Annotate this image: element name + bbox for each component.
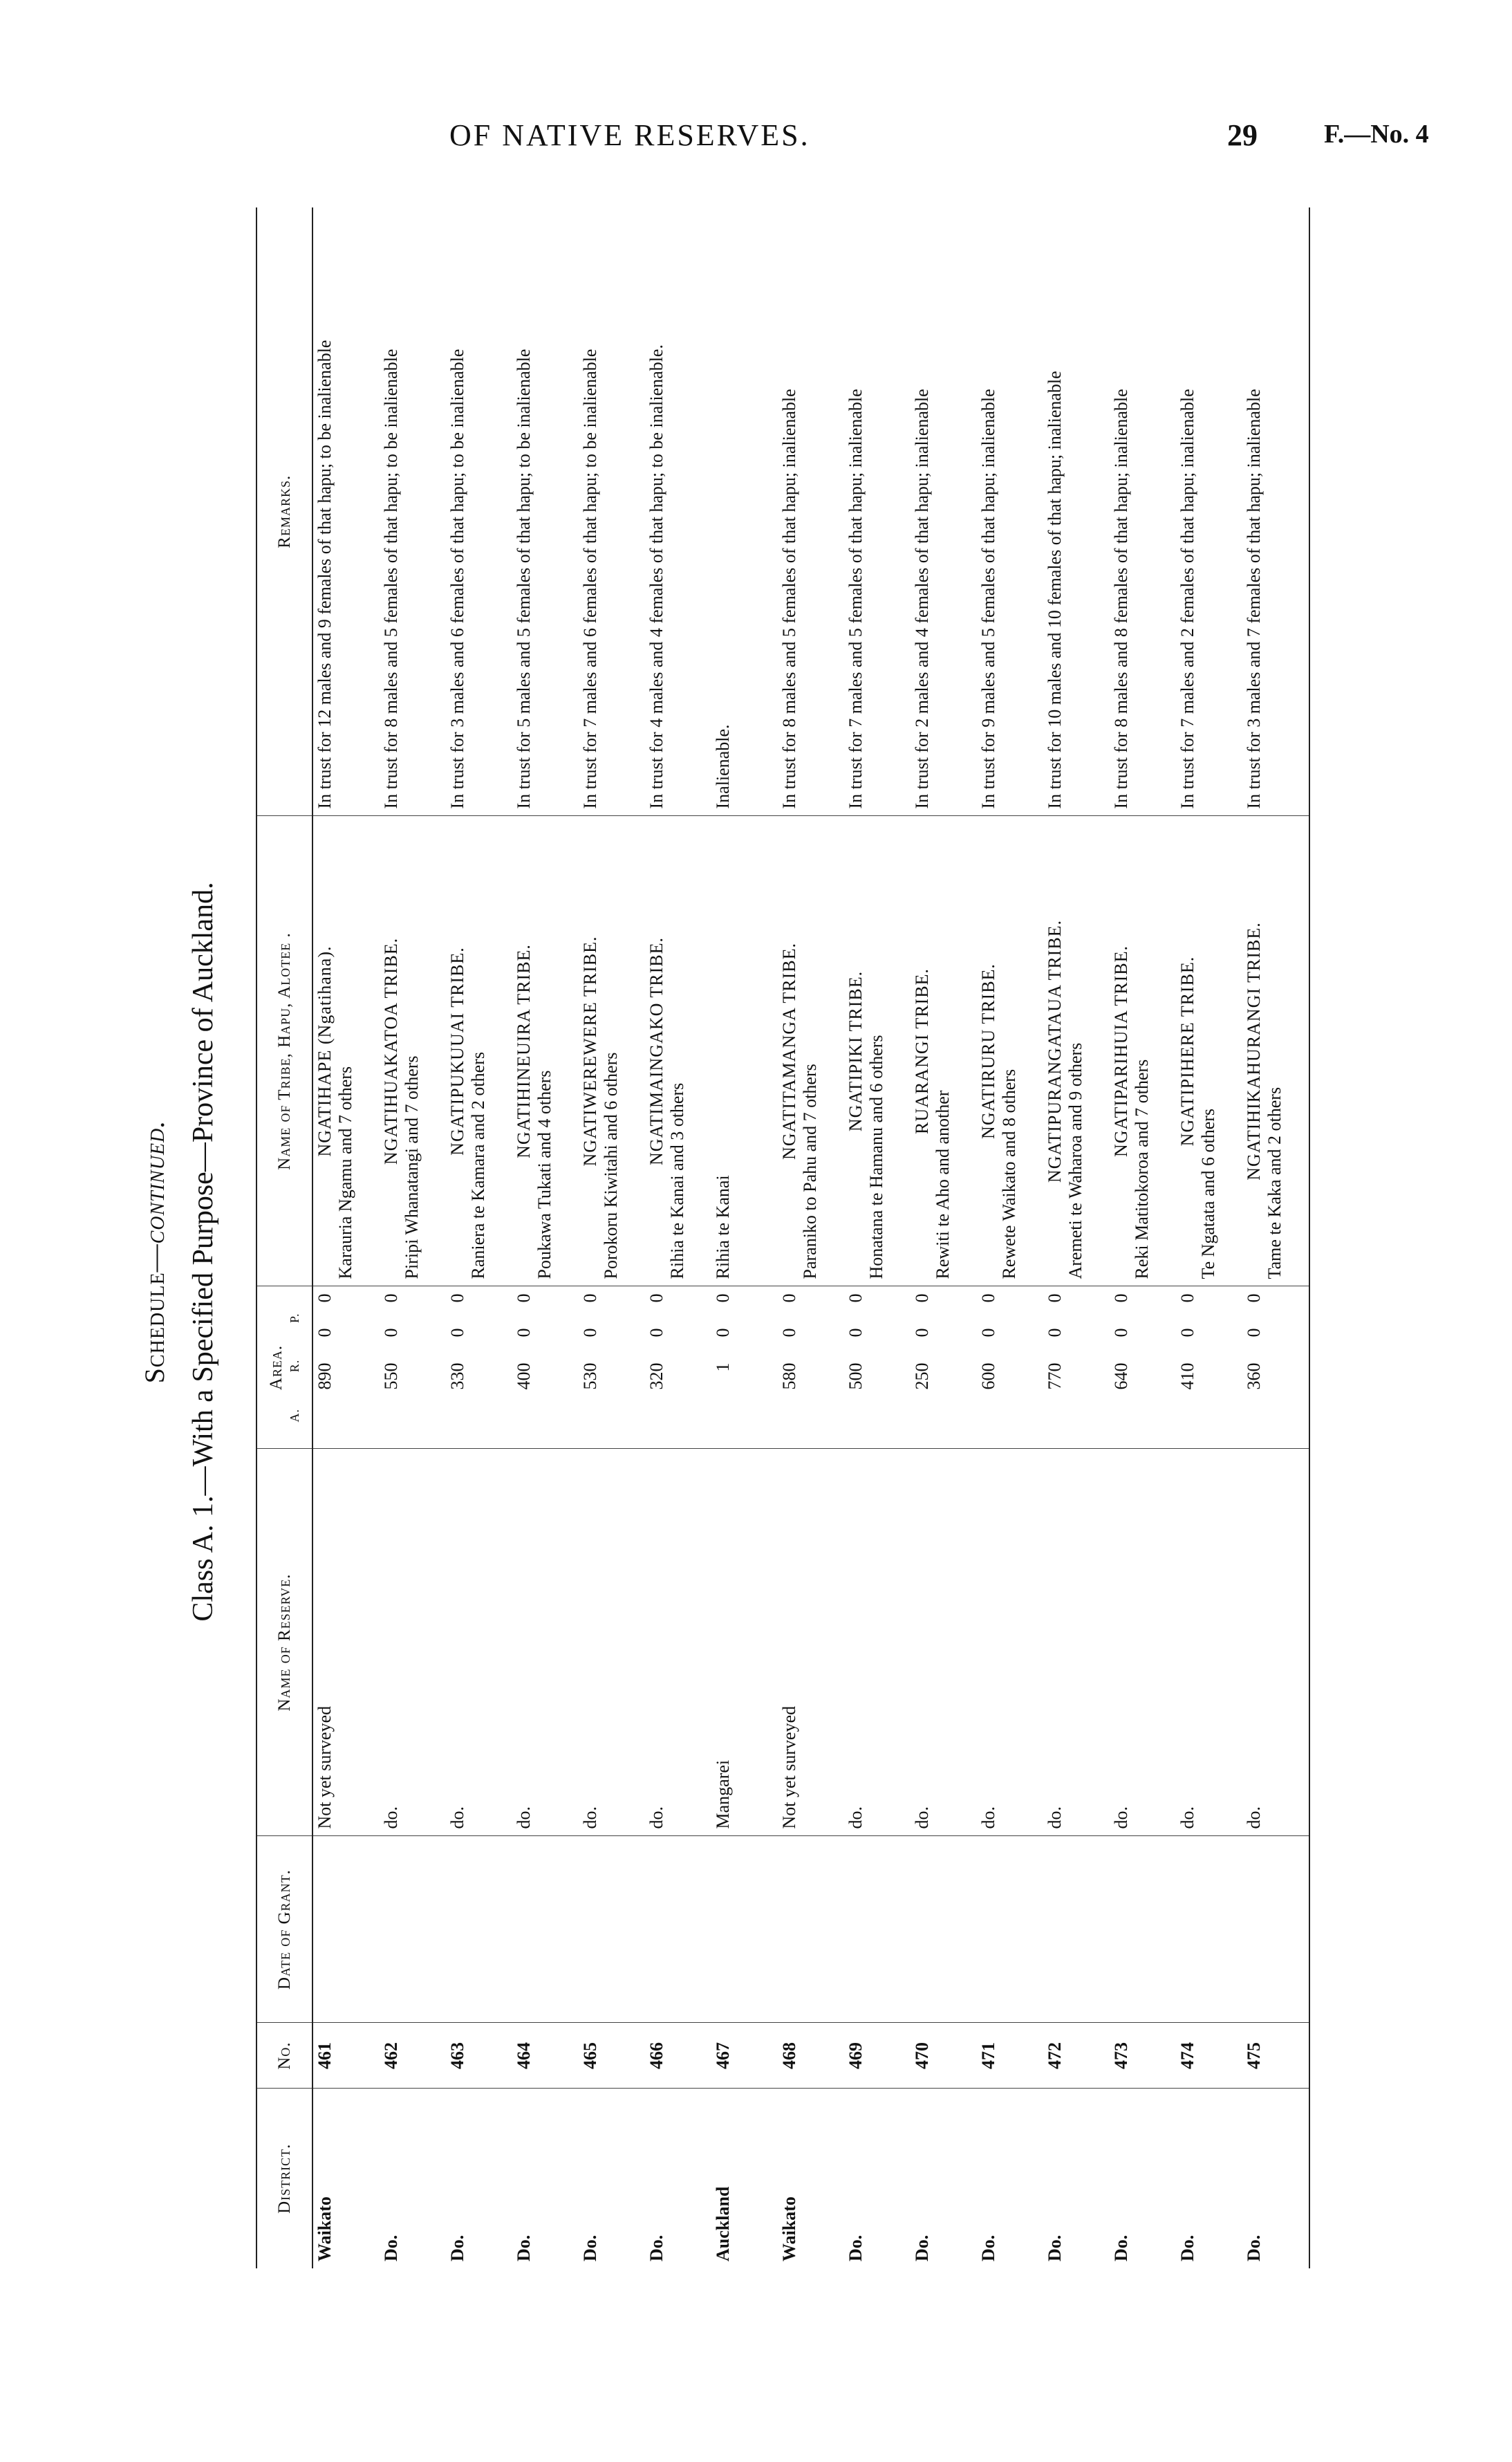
reserve-name: do. xyxy=(912,1806,932,1829)
reserve-number: 464 xyxy=(514,2042,534,2069)
area-acres: 550 xyxy=(381,1362,401,1390)
area-roods: 0 xyxy=(1045,1328,1065,1338)
area-perches: 0 xyxy=(779,1293,799,1303)
reserve-name: do. xyxy=(1045,1806,1065,1829)
remarks-text: In trust for 9 males and 5 females of that hapu; inalienable xyxy=(978,389,998,809)
district-text: Do. xyxy=(447,2234,467,2261)
district-text: Do. xyxy=(1111,2234,1131,2261)
cell-remarks xyxy=(844,207,911,816)
remarks-text: In trust for 8 males and 5 females of that hapu; to be inalienable xyxy=(381,349,401,809)
hapu-alotee: Rewiti te Aho and another xyxy=(933,1090,953,1279)
district-text: Do. xyxy=(978,2234,998,2261)
reserve-name: do. xyxy=(1244,1806,1264,1829)
reserve-name: do. xyxy=(580,1806,600,1829)
area-perches: 0 xyxy=(1045,1293,1065,1303)
cell-date-of-grant xyxy=(645,1836,711,2023)
table-row xyxy=(1043,207,1110,2268)
cell-tribe-hapu xyxy=(1110,816,1176,1286)
table-row xyxy=(711,207,778,2268)
area-roods: 0 xyxy=(381,1328,401,1338)
cell-area xyxy=(1110,1286,1176,1449)
reserve-name: do. xyxy=(846,1806,866,1829)
cell-date-of-grant xyxy=(446,1836,512,2023)
table-row xyxy=(844,207,911,2268)
area-roods: 0 xyxy=(1111,1328,1131,1338)
hapu-alotee: Rihia te Kanai xyxy=(713,1175,733,1279)
area-acres: 410 xyxy=(1177,1362,1197,1390)
area-roods: 0 xyxy=(1244,1328,1264,1338)
reserve-name: Mangarei xyxy=(713,1759,733,1829)
tribe-name: NGATIPUKUUAI TRIBE. xyxy=(447,947,467,1156)
area-roods: 0 xyxy=(447,1328,467,1338)
cell-remarks xyxy=(1242,207,1309,816)
remarks-text: In trust for 4 males and 4 females of that hapu; to be inalienable. xyxy=(646,344,666,809)
cell-no xyxy=(711,2023,778,2089)
cell-date-of-grant xyxy=(1242,1836,1309,2023)
area-roods: 0 xyxy=(978,1328,998,1338)
header-tribe-hapu: Name of Tribe, Hapu, Alotee . xyxy=(256,816,312,1286)
cell-name-of-reserve xyxy=(645,1449,711,1836)
cell-area xyxy=(977,1286,1043,1449)
district-text: Do. xyxy=(846,2234,866,2261)
table-row xyxy=(380,207,446,2268)
area-unit-acres: A. xyxy=(288,1409,301,1423)
cell-date-of-grant xyxy=(1110,1836,1176,2023)
table-row xyxy=(1176,207,1242,2268)
header-area xyxy=(256,1286,312,1449)
cell-date-of-grant xyxy=(380,1836,446,2023)
reserve-number: 466 xyxy=(646,2042,666,2069)
cell-name-of-reserve xyxy=(312,1449,380,1836)
cell-remarks xyxy=(579,207,645,816)
tribe-name: NGATIPIHERE TRIBE. xyxy=(1177,956,1197,1147)
district-text: Do. xyxy=(646,2234,666,2261)
cell-area xyxy=(1176,1286,1242,1449)
reserve-number: 469 xyxy=(846,2042,866,2069)
remarks-text: In trust for 3 males and 7 females of that hapu; inalienable xyxy=(1244,389,1264,809)
cell-area xyxy=(778,1286,844,1449)
cell-tribe-hapu xyxy=(512,816,579,1286)
cell-remarks xyxy=(977,207,1043,816)
district-text: Do. xyxy=(580,2234,600,2261)
area-perches: 0 xyxy=(646,1293,666,1303)
reserve-name: Not yet surveyed xyxy=(315,1705,335,1829)
page-header xyxy=(0,118,1512,159)
cell-date-of-grant xyxy=(1043,1836,1110,2023)
cell-area xyxy=(312,1286,380,1449)
cell-area xyxy=(645,1286,711,1449)
remarks-text: In trust for 2 males and 4 females of that hapu; inalienable xyxy=(912,389,932,809)
cell-remarks xyxy=(1110,207,1176,816)
hapu-alotee: Te Ngatata and 6 others xyxy=(1198,1108,1218,1279)
remarks-text: Inalienable. xyxy=(713,724,733,809)
rotated-schedule xyxy=(138,180,1314,2324)
area-roods: 0 xyxy=(846,1328,866,1338)
table-row xyxy=(512,207,579,2268)
cell-tribe-hapu xyxy=(711,816,778,1286)
cell-tribe-hapu xyxy=(1242,816,1309,1286)
tribe-name: NGATIWEREWERE TRIBE. xyxy=(580,936,600,1167)
area-roods: 0 xyxy=(315,1328,335,1338)
reserve-name: do. xyxy=(1177,1806,1197,1829)
area-acres: 360 xyxy=(1244,1362,1264,1390)
cell-area xyxy=(579,1286,645,1449)
cell-tribe-hapu xyxy=(1176,816,1242,1286)
header-remarks: Remarks. xyxy=(256,207,312,816)
area-perches: 0 xyxy=(978,1293,998,1303)
cell-no xyxy=(844,2023,911,2089)
cell-tribe-hapu xyxy=(446,816,512,1286)
area-perches: 0 xyxy=(1111,1293,1131,1303)
cell-remarks xyxy=(911,207,977,816)
cell-date-of-grant xyxy=(579,1836,645,2023)
area-perches: 0 xyxy=(846,1293,866,1303)
reserves-table xyxy=(256,207,1310,2268)
reserve-number: 475 xyxy=(1244,2042,1264,2069)
header-district: District. xyxy=(256,2089,312,2268)
cell-remarks xyxy=(380,207,446,816)
area-perches: 0 xyxy=(1244,1293,1264,1303)
hapu-alotee: Reki Matitokoroa and 7 others xyxy=(1132,1059,1152,1279)
area-acres: 530 xyxy=(580,1362,600,1390)
document-reference: F.—No. 4 xyxy=(1324,120,1429,149)
reserve-number: 463 xyxy=(447,2042,467,2069)
cell-district xyxy=(711,2089,778,2268)
area-roods: 0 xyxy=(514,1328,534,1338)
cell-tribe-hapu xyxy=(778,816,844,1286)
area-acres: 640 xyxy=(1111,1362,1131,1390)
area-roods: 0 xyxy=(912,1328,932,1338)
header-date-of-grant: Date of Grant. xyxy=(256,1836,312,2023)
remarks-text: In trust for 7 males and 5 females of that hapu; inalienable xyxy=(846,389,866,809)
cell-district xyxy=(778,2089,844,2268)
schedule-label: Schedule— xyxy=(139,1243,170,1384)
reserve-name: do. xyxy=(514,1806,534,1829)
cell-district xyxy=(1110,2089,1176,2268)
tribe-name: NGATIMAINGAKO TRIBE. xyxy=(646,936,666,1166)
area-roods: 0 xyxy=(1177,1328,1197,1338)
district-text: Do. xyxy=(1177,2234,1197,2261)
cell-area xyxy=(446,1286,512,1449)
area-perches: 0 xyxy=(713,1293,733,1303)
cell-name-of-reserve xyxy=(977,1449,1043,1836)
cell-date-of-grant xyxy=(778,1836,844,2023)
cell-remarks xyxy=(711,207,778,816)
area-acres: 580 xyxy=(779,1362,799,1390)
cell-tribe-hapu xyxy=(977,816,1043,1286)
hapu-alotee: Poukawa Tukati and 4 others xyxy=(534,1070,554,1279)
cell-date-of-grant xyxy=(844,1836,911,2023)
area-perches: 0 xyxy=(315,1293,335,1303)
cell-remarks xyxy=(1043,207,1110,816)
cell-name-of-reserve xyxy=(579,1449,645,1836)
cell-no xyxy=(380,2023,446,2089)
hapu-alotee: Porokoru Kiwitahi and 6 others xyxy=(601,1052,621,1279)
cell-area xyxy=(911,1286,977,1449)
area-roods: 0 xyxy=(713,1328,733,1338)
tribe-name: NGATITAMANGA TRIBE. xyxy=(779,943,799,1160)
cell-district xyxy=(512,2089,579,2268)
cell-name-of-reserve xyxy=(778,1449,844,1836)
area-acres: 400 xyxy=(514,1362,534,1390)
remarks-text: In trust for 8 males and 8 females of that hapu; inalienable xyxy=(1111,389,1131,809)
remarks-text: In trust for 7 males and 6 females of that hapu; to be inalienable xyxy=(580,349,600,809)
cell-name-of-reserve xyxy=(1176,1449,1242,1836)
reserve-number: 461 xyxy=(315,2042,335,2069)
area-acres: 330 xyxy=(447,1362,467,1390)
hapu-alotee: Karauria Ngamu and 7 others xyxy=(335,1066,355,1279)
tribe-name: NGATIPIKI TRIBE. xyxy=(846,970,866,1132)
cell-no xyxy=(1242,2023,1309,2089)
area-perches: 0 xyxy=(912,1293,932,1303)
cell-no xyxy=(977,2023,1043,2089)
reserve-name: do. xyxy=(447,1806,467,1829)
cell-district xyxy=(1242,2089,1309,2268)
cell-no xyxy=(1110,2023,1176,2089)
cell-no xyxy=(312,2023,380,2089)
area-acres: 250 xyxy=(912,1362,932,1390)
area-acres: 320 xyxy=(646,1362,666,1390)
cell-date-of-grant xyxy=(1176,1836,1242,2023)
cell-district xyxy=(645,2089,711,2268)
cell-date-of-grant xyxy=(312,1836,380,2023)
cell-date-of-grant xyxy=(977,1836,1043,2023)
cell-remarks xyxy=(1176,207,1242,816)
reserve-name: do. xyxy=(646,1806,666,1829)
cell-tribe-hapu xyxy=(579,816,645,1286)
hapu-alotee: Aremeti te Waharoa and 9 others xyxy=(1065,1042,1085,1279)
cell-tribe-hapu xyxy=(911,816,977,1286)
reserve-name: do. xyxy=(381,1806,401,1829)
cell-district xyxy=(844,2089,911,2268)
cell-no xyxy=(911,2023,977,2089)
table-row xyxy=(579,207,645,2268)
area-roods: 0 xyxy=(646,1328,666,1338)
cell-district xyxy=(977,2089,1043,2268)
cell-district xyxy=(911,2089,977,2268)
header-area-label: Area. xyxy=(267,1344,286,1391)
hapu-alotee: Rewete Waikato and 8 others xyxy=(999,1068,1019,1279)
tribe-name: RUARANGI TRIBE. xyxy=(912,968,932,1134)
cell-tribe-hapu xyxy=(312,816,380,1286)
cell-area xyxy=(512,1286,579,1449)
page-number: 29 xyxy=(1227,118,1258,152)
remarks-text: In trust for 5 males and 5 females of that hapu; to be inalienable xyxy=(514,349,534,809)
remarks-text: In trust for 8 males and 5 females of that hapu; inalienable xyxy=(779,389,799,809)
reserve-number: 470 xyxy=(912,2042,932,2069)
remarks-text: In trust for 7 males and 2 females of that hapu; inalienable xyxy=(1177,389,1197,809)
reserve-number: 465 xyxy=(580,2042,600,2069)
district-text: Do. xyxy=(514,2234,534,2261)
reserve-number: 472 xyxy=(1045,2042,1065,2069)
cell-name-of-reserve xyxy=(1043,1449,1110,1836)
tribe-name: NGATIPARIHUIA TRIBE. xyxy=(1111,945,1131,1158)
cell-no xyxy=(579,2023,645,2089)
reserve-number: 462 xyxy=(381,2042,401,2069)
cell-name-of-reserve xyxy=(446,1449,512,1836)
tribe-name: NGATIHAPE (Ngatihana). xyxy=(315,945,335,1157)
hapu-alotee: Tame te Kaka and 2 others xyxy=(1264,1086,1285,1279)
cell-tribe-hapu xyxy=(380,816,446,1286)
cell-district xyxy=(1176,2089,1242,2268)
area-roods: 0 xyxy=(580,1328,600,1338)
cell-remarks xyxy=(778,207,844,816)
class-caption: Class A. 1.—With a Specified Purpose—Province of Auckland. xyxy=(187,882,219,1622)
area-perches: 0 xyxy=(381,1293,401,1303)
reserve-number: 471 xyxy=(978,2042,998,2069)
tribe-name: NGATIPURANGATAUA TRIBE. xyxy=(1045,919,1065,1183)
cell-name-of-reserve xyxy=(1242,1449,1309,1836)
area-perches: 0 xyxy=(580,1293,600,1303)
table-header-row xyxy=(256,207,312,2268)
cell-area xyxy=(844,1286,911,1449)
reserve-name: do. xyxy=(978,1806,998,1829)
cell-name-of-reserve xyxy=(844,1449,911,1836)
remarks-text: In trust for 10 males and 10 females of that hapu; inalienable xyxy=(1045,371,1065,809)
hapu-alotee: Piripi Whanatangi and 7 others xyxy=(402,1055,422,1279)
area-acres: 600 xyxy=(978,1362,998,1390)
table-row xyxy=(778,207,844,2268)
cell-area xyxy=(711,1286,778,1449)
hapu-alotee: Rihia te Kanai and 3 others xyxy=(667,1082,687,1279)
area-acres: 770 xyxy=(1045,1362,1065,1390)
cell-date-of-grant xyxy=(711,1836,778,2023)
cell-district xyxy=(446,2089,512,2268)
area-unit-perches: P. xyxy=(288,1313,301,1324)
area-perches: 0 xyxy=(447,1293,467,1303)
cell-no xyxy=(645,2023,711,2089)
cell-remarks xyxy=(446,207,512,816)
cell-district xyxy=(579,2089,645,2268)
reserve-number: 467 xyxy=(713,2042,733,2069)
cell-name-of-reserve xyxy=(512,1449,579,1836)
cell-name-of-reserve xyxy=(380,1449,446,1836)
cell-no xyxy=(446,2023,512,2089)
district-text: Do. xyxy=(1244,2234,1264,2261)
table-row xyxy=(645,207,711,2268)
cell-no xyxy=(1043,2023,1110,2089)
area-perches: 0 xyxy=(1177,1293,1197,1303)
cell-tribe-hapu xyxy=(645,816,711,1286)
cell-area xyxy=(1043,1286,1110,1449)
table-row xyxy=(977,207,1043,2268)
area-acres: 500 xyxy=(846,1362,866,1390)
table-row xyxy=(446,207,512,2268)
district-text: Waikato xyxy=(315,2196,335,2261)
table-row xyxy=(911,207,977,2268)
cell-date-of-grant xyxy=(512,1836,579,2023)
cell-remarks xyxy=(645,207,711,816)
district-text: Waikato xyxy=(779,2196,799,2261)
area-roods: 0 xyxy=(779,1328,799,1338)
district-text: Do. xyxy=(1045,2234,1065,2261)
remarks-text: In trust for 12 males and 9 females of that hapu; to be inalienable xyxy=(315,340,335,809)
reserve-number: 474 xyxy=(1177,2042,1197,2069)
hapu-alotee: Paraniko to Pahu and 7 others xyxy=(800,1064,820,1279)
table-row xyxy=(312,207,380,2268)
cell-name-of-reserve xyxy=(911,1449,977,1836)
cell-name-of-reserve xyxy=(1110,1449,1176,1836)
tribe-name: NGATIRURU TRIBE. xyxy=(978,963,998,1139)
area-acres: 890 xyxy=(315,1362,335,1390)
cell-remarks xyxy=(512,207,579,816)
cell-no xyxy=(1176,2023,1242,2089)
header-name-of-reserve: Name of Reserve. xyxy=(256,1449,312,1836)
area-perches: 0 xyxy=(514,1293,534,1303)
header-no: No. xyxy=(256,2023,312,2089)
area-unit-roods: R. xyxy=(288,1359,301,1373)
schedule-continued: continued. xyxy=(139,1120,170,1244)
cell-no xyxy=(778,2023,844,2089)
cell-date-of-grant xyxy=(911,1836,977,2023)
remarks-text: In trust for 3 males and 6 females of that hapu; to be inalienable xyxy=(447,349,467,809)
district-text: Do. xyxy=(912,2234,932,2261)
reserve-name: do. xyxy=(1111,1806,1131,1829)
cell-area xyxy=(380,1286,446,1449)
reserve-number: 468 xyxy=(779,2042,799,2069)
cell-area xyxy=(1242,1286,1309,1449)
cell-no xyxy=(512,2023,579,2089)
cell-name-of-reserve xyxy=(711,1449,778,1836)
header-area-units xyxy=(286,1293,302,1443)
hapu-alotee: Honatana te Hamanu and 6 others xyxy=(866,1035,886,1279)
area-acres: 1 xyxy=(713,1362,733,1372)
table-body xyxy=(312,207,1309,2268)
tribe-name: NGATIHUAKATOA TRIBE. xyxy=(381,937,401,1165)
tribe-name: NGATIHINEUIRA TRIBE. xyxy=(514,944,534,1158)
district-text: Auckland xyxy=(713,2186,733,2261)
running-title: OF NATIVE RESERVES. xyxy=(449,118,810,152)
schedule-caption xyxy=(138,180,180,2324)
tribe-name: NGATIHIKAHURANGI TRIBE. xyxy=(1244,922,1264,1181)
cell-district xyxy=(380,2089,446,2268)
cell-district xyxy=(1043,2089,1110,2268)
table-row xyxy=(1242,207,1309,2268)
cell-remarks xyxy=(312,207,380,816)
reserve-name: Not yet surveyed xyxy=(779,1705,799,1829)
district-text: Do. xyxy=(381,2234,401,2261)
cell-tribe-hapu xyxy=(844,816,911,1286)
table-row xyxy=(1110,207,1176,2268)
hapu-alotee: Raniera te Kamara and 2 others xyxy=(468,1052,488,1279)
cell-district xyxy=(312,2089,380,2268)
reserve-number: 473 xyxy=(1111,2042,1131,2069)
cell-tribe-hapu xyxy=(1043,816,1110,1286)
